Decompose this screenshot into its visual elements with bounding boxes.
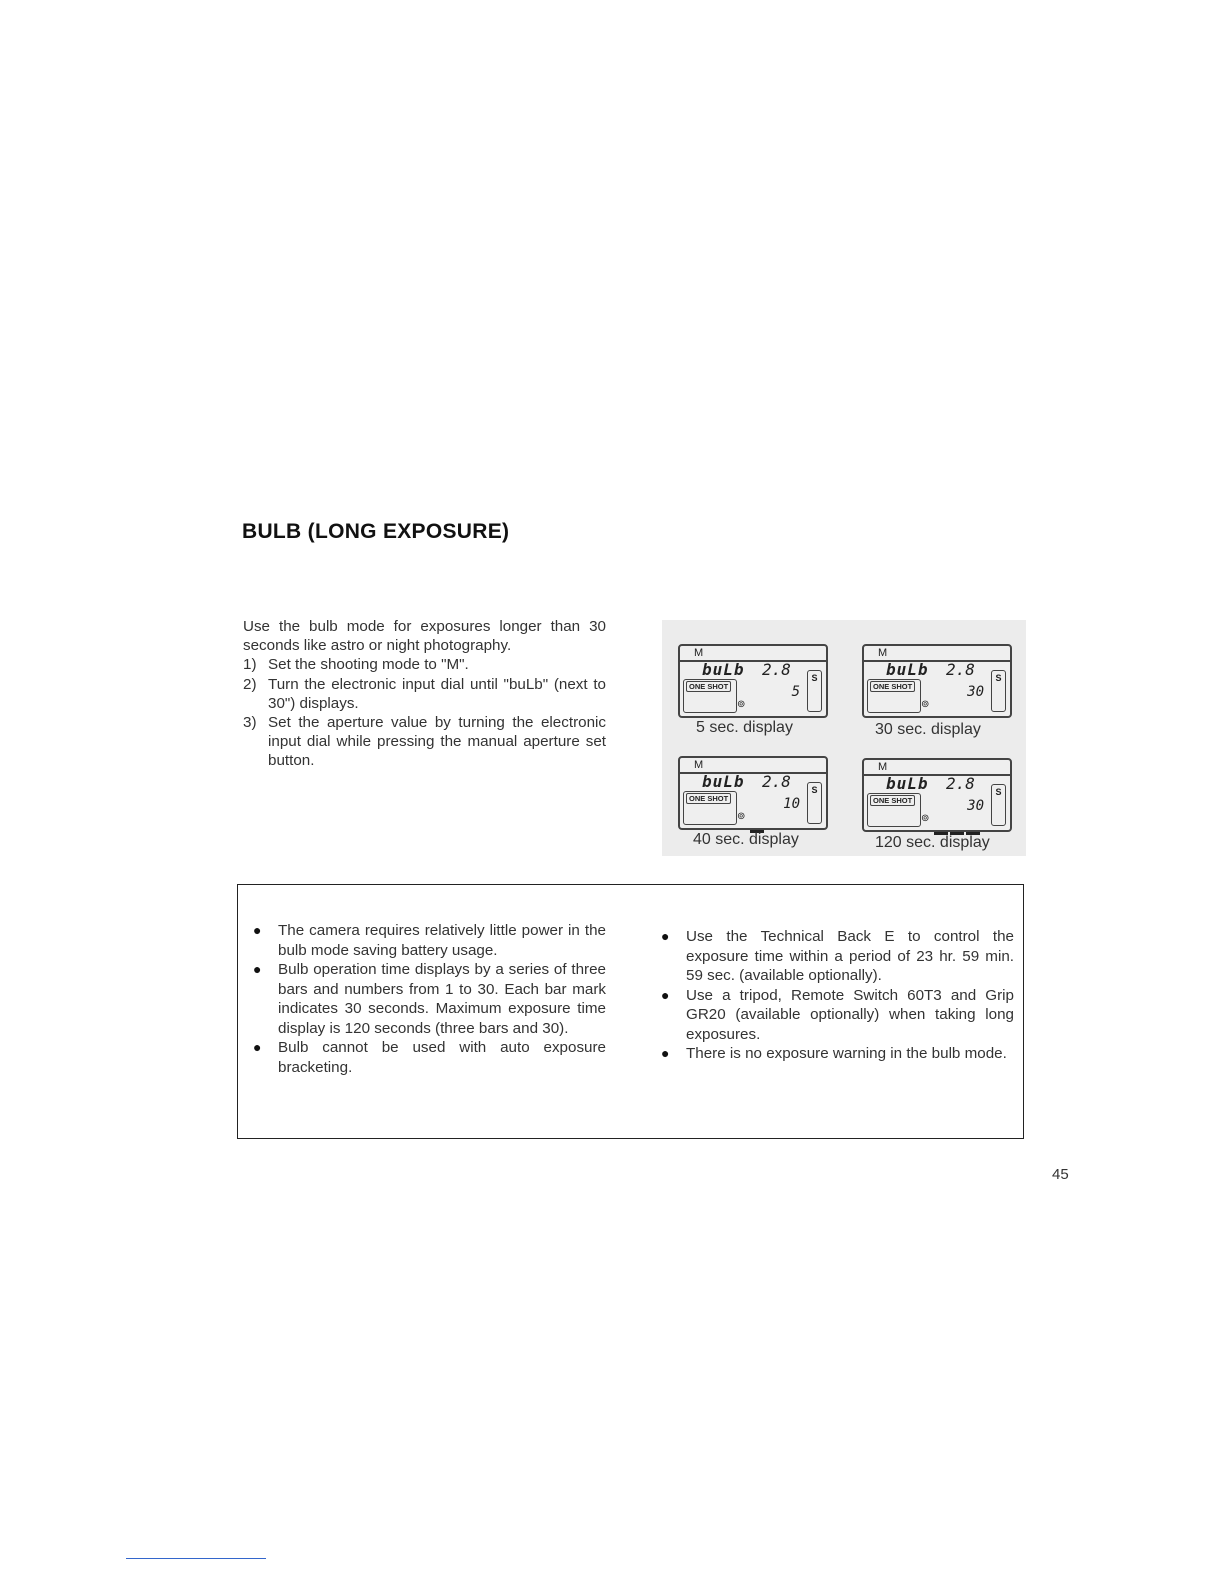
step-item: [243, 713, 606, 771]
aperture-readout: 2.8: [946, 660, 975, 679]
seconds-readout: 10: [783, 796, 800, 812]
lcd-panel: [678, 644, 828, 718]
self-timer-icon: ⊚: [921, 699, 930, 710]
one-shot-label: ONE SHOT: [686, 793, 731, 804]
mode-indicator: M: [878, 647, 888, 659]
step-number: 3): [243, 714, 257, 732]
note-item: [253, 1038, 606, 1077]
display-caption: 5 sec. display: [696, 719, 793, 736]
note-item: [253, 921, 606, 960]
note-text: Use a tripod, Remote Switch 60T3 and Grip GR20 (available optionally) when taking long exposures.: [686, 986, 1014, 1043]
bullet-icon: ●: [661, 986, 670, 1003]
self-timer-icon: ⊚: [737, 699, 746, 710]
lcd-panel: [678, 756, 828, 830]
mode-indicator: M: [694, 759, 704, 771]
notes-column-right: [661, 927, 1014, 1064]
aperture-readout: 2.8: [762, 660, 791, 679]
notes-list: [253, 921, 606, 1077]
one-shot-box: [683, 679, 737, 713]
note-text: The camera requires relatively little power in the bulb mode saving battery usage.: [278, 922, 606, 959]
aperture-readout: 2.8: [946, 774, 975, 793]
step-text: Turn the electronic input dial until "buLb" (next to 30") displays.: [268, 675, 606, 712]
bar-marks: [934, 822, 982, 825]
note-text: Bulb operation time displays by a series of three bars and numbers from 1 to 30. Each bar mark indicates 30 seconds. Maximum exposure time display is 120 seconds (three bars and 30).: [278, 961, 606, 1037]
notes-box: [237, 884, 1024, 1139]
one-shot-box: [867, 793, 921, 827]
lcd-panel: [862, 758, 1012, 832]
seconds-readout: 30: [967, 798, 984, 814]
bullet-icon: ●: [253, 961, 262, 977]
bulb-readout: buLb: [886, 774, 929, 793]
step-item: [243, 655, 606, 674]
intro-section: [243, 617, 606, 771]
seconds-unit-label: S: [995, 787, 1002, 797]
self-timer-icon: ⊚: [737, 811, 746, 822]
note-item: [253, 960, 606, 1038]
seconds-unit-box: [991, 670, 1006, 712]
seconds-unit-box: [807, 782, 822, 824]
seconds-unit-label: S: [811, 673, 818, 683]
seconds-unit-label: S: [811, 785, 818, 795]
step-text: Set the aperture value by turning the electronic input dial while pressing the manual aperture set button.: [268, 714, 606, 770]
one-shot-box: [867, 679, 921, 713]
note-item: [661, 927, 1014, 986]
one-shot-box: [683, 791, 737, 825]
display-caption: 30 sec. display: [875, 721, 981, 738]
display-caption: 120 sec. display: [875, 834, 990, 851]
seconds-readout: 5: [791, 684, 800, 700]
bar-marks: [750, 820, 766, 823]
bulb-readout: buLb: [886, 660, 929, 679]
note-item: [661, 986, 1014, 1045]
bullet-icon: ●: [661, 1045, 670, 1061]
seconds-readout: 30: [967, 684, 984, 700]
intro-text: Use the bulb mode for exposures longer than 30 seconds like astro or night photography.: [243, 618, 606, 655]
footer-rule: [126, 1558, 266, 1559]
note-text: There is no exposure warning in the bulb mode.: [686, 1045, 1007, 1062]
one-shot-label: ONE SHOT: [686, 681, 731, 692]
seconds-unit-box: [807, 670, 822, 712]
notes-list: [661, 927, 1014, 1064]
bulb-readout: buLb: [702, 660, 745, 679]
self-timer-icon: ⊚: [921, 813, 930, 824]
bullet-icon: ●: [253, 922, 262, 938]
step-number: 2): [243, 675, 257, 693]
bulb-readout: buLb: [702, 772, 745, 791]
page-number: 45: [1052, 1166, 1069, 1183]
steps-list: [243, 655, 606, 770]
page-title: BULB (LONG EXPOSURE): [242, 520, 510, 543]
display-caption: 40 sec. display: [693, 831, 799, 848]
note-text: Bulb cannot be used with auto exposure bracketing.: [278, 1039, 606, 1076]
step-text: Set the shooting mode to "M".: [268, 656, 469, 674]
step-number: 1): [243, 656, 257, 674]
notes-column-left: [253, 921, 606, 1077]
lcd-panel: [862, 644, 1012, 718]
bullet-icon: ●: [253, 1039, 262, 1055]
mode-indicator: M: [694, 647, 704, 659]
note-item: [661, 1044, 1014, 1064]
bullet-icon: ●: [661, 928, 670, 944]
lcd-display-illustration: [662, 620, 1026, 856]
one-shot-label: ONE SHOT: [870, 795, 915, 806]
note-text: Use the Technical Back E to control the exposure time within a period of 23 hr. 59 min. 59 sec. (available optionally).: [686, 928, 1014, 984]
seconds-unit-box: [991, 784, 1006, 826]
aperture-readout: 2.8: [762, 772, 791, 791]
step-item: [243, 675, 606, 713]
seconds-unit-label: S: [995, 673, 1002, 683]
mode-indicator: M: [878, 761, 888, 773]
one-shot-label: ONE SHOT: [870, 681, 915, 692]
